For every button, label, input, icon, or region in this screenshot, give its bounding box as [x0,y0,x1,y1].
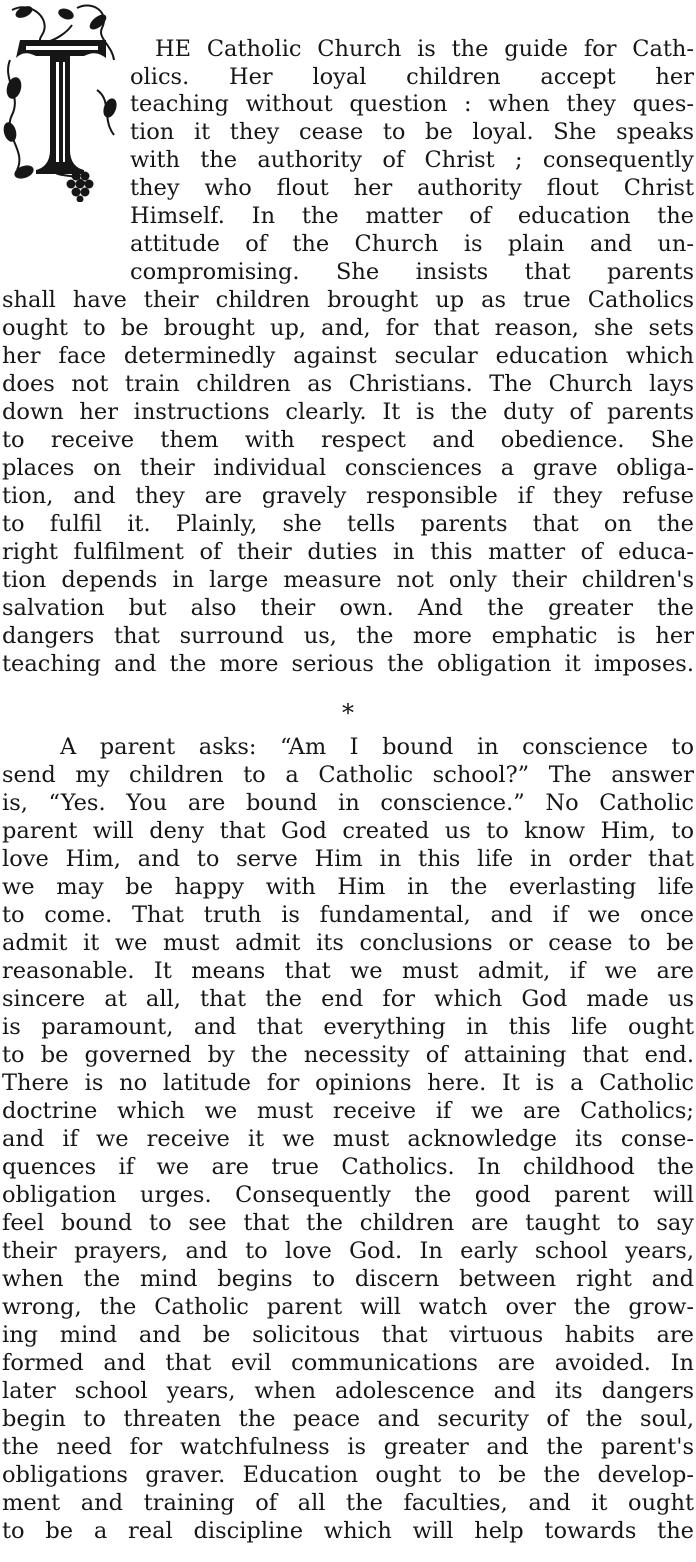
text-line: Himself. In the matter of education the [130,203,694,229]
text-line: to come. That truth is fundamental, and if we once [2,902,694,928]
text-line: salvation but also their own. And the greater the [2,595,694,621]
text-line: begin to threaten the peace and security of the soul, [2,1406,694,1432]
text-line: obligations graver. Education ought to be the develop- [2,1462,694,1488]
text-line: olics. Her loyal children accept her [130,64,694,90]
text-line: ought to be brought up, and, for that reason, she sets [2,315,694,341]
text-line: admit it we must admit its conclusions or cease to be [2,930,694,956]
text-line: later school years, when adolescence and its dangers [2,1378,694,1404]
text-line: ing mind and be solicitous that virtuous habits are [2,1322,694,1348]
text-line: their prayers, and to love God. In early school years, [2,1238,694,1264]
text-line: with the authority of Christ ; consequently [130,147,694,173]
text-line: send my children to a Catholic school?” The answer [2,762,694,788]
text-line: does not train children as Christians. The Church lays [2,371,694,397]
text-line: teaching and the more serious the obligation it imposes. [2,651,694,677]
text-line: feel bound to see that the children are taught to say [2,1210,694,1236]
text-line: we may be happy with Him in the everlasting life [2,874,694,900]
section-separator: * [342,699,354,727]
text-line: the need for watchfulness is greater and the parent's [2,1434,694,1460]
text-line: reasonable. It means that we must admit, if we are [2,958,694,984]
text-line: shall have their children brought up as true Catholics [2,287,694,313]
text-line: tion depends in large measure not only their children's [2,567,694,593]
text-line: wrong, the Catholic parent will watch over the grow- [2,1294,694,1320]
text-line: her face determinedly against secular education which [2,343,694,369]
text-line: parent will deny that God created us to know Him, to [2,818,694,844]
text-line: is, “Yes. You are bound in conscience.” No Catholic [2,790,694,816]
text-line: sincere at all, that the end for which God made us [2,986,694,1012]
text-line: doctrine which we must receive if we are Catholics; [2,1098,694,1124]
text-line: dangers that surround us, the more emphatic is her [2,623,694,649]
text-line: they who flout her authority flout Christ [130,175,694,201]
text-line: A parent asks: “Am I bound in conscience to [60,734,694,760]
text-line: HE Catholic Church is the guide for Cath- [155,36,694,62]
text-line: quences if we are true Catholics. In childhood the [2,1154,694,1180]
text-line: to fulfil it. Plainly, she tells parents that on the [2,511,694,537]
text-line: tion it they cease to be loyal. She speaks [130,119,694,145]
text-line: tion, and they are gravely responsible if they refuse [2,483,694,509]
text-line: down her instructions clearly. It is the duty of parents [2,399,694,425]
text-line: There is no latitude for opinions here. It is a Catholic [2,1070,694,1096]
text-line: right fulfilment of their duties in this matter of educa- [2,539,694,565]
text-line: places on their individual consciences a grave obliga- [2,455,694,481]
text-line: obligation urges. Consequently the good parent will [2,1182,694,1208]
text-line: to receive them with respect and obedience. She [2,427,694,453]
text-line: to be a real discipline which will help towards the [2,1518,694,1544]
text-line: when the mind begins to discern between right and [2,1266,694,1292]
text-line: compromising. She insists that parents [130,259,694,285]
text-line: and if we receive it we must acknowledge its conse- [2,1126,694,1152]
text-line: ment and training of all the faculties, and it ought [2,1490,694,1516]
text-line: teaching without question : when they ques- [130,91,694,117]
text-line: is paramount, and that everything in this life ought [2,1014,694,1040]
text-line: attitude of the Church is plain and un- [130,231,694,257]
text-line: to be governed by the necessity of attaining that end. [2,1042,694,1068]
ornamental-dropcap-t [2,0,120,202]
text-line: love Him, and to serve Him in this life in order that [2,846,694,872]
text-line: formed and that evil communications are avoided. In [2,1350,694,1376]
